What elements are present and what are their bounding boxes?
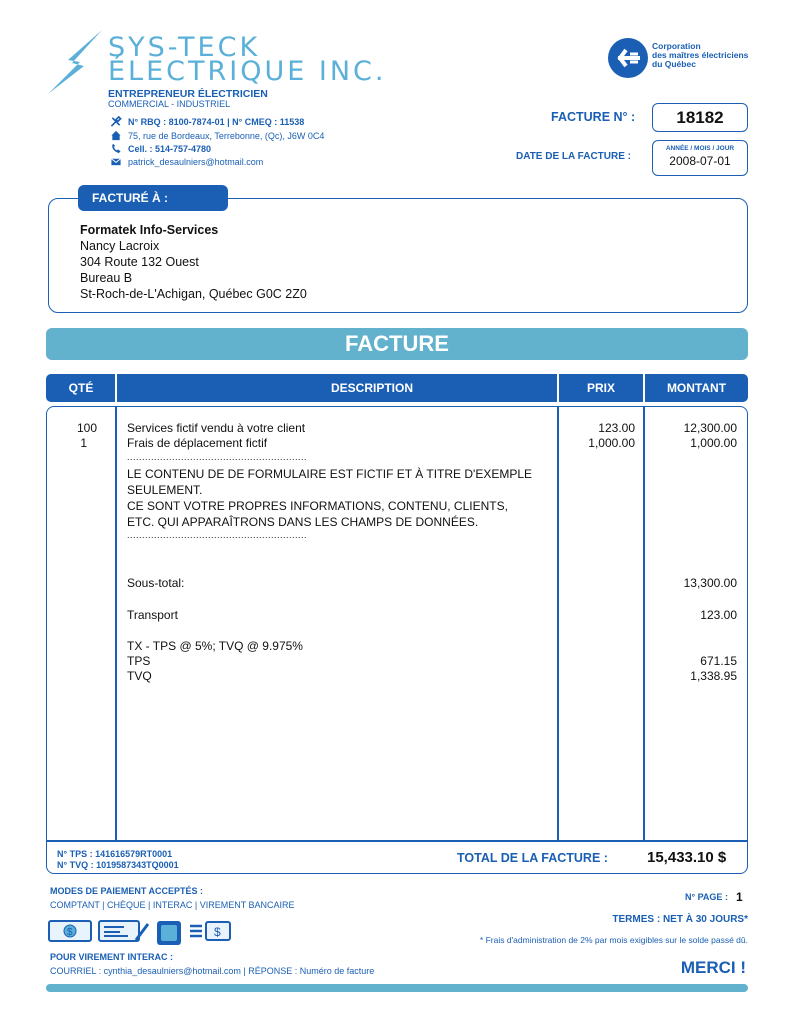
invoice-date: 2008-07-01 — [669, 154, 731, 168]
col-amount-header: MONTANT — [666, 381, 727, 395]
table-row-amount: 1,000.00 — [690, 436, 737, 450]
document-title: FACTURE — [46, 328, 748, 360]
tvq-label: TVQ — [127, 669, 152, 683]
tax-rate-label: TX - TPS @ 5%; TVQ @ 9.975% — [127, 639, 303, 653]
bottom-accent-bar — [46, 984, 748, 992]
company-sector: COMMERCIAL - INDUSTRIEL — [108, 99, 231, 109]
company-name: SYS-TECK ÉLECTRIQUE INC. — [108, 32, 387, 87]
client-line: St-Roch-de-L'Achigan, Québec G0C 2Z0 — [80, 287, 307, 301]
table-row-description: Services fictif vendu à votre client — [127, 421, 306, 435]
total-value: 15,433.10 $ — [647, 849, 727, 866]
col-description-header: DESCRIPTION — [330, 381, 413, 395]
home-icon — [110, 130, 122, 141]
cheque-icon — [98, 920, 150, 942]
cell-row: Cell. : 514-757-4780 — [110, 143, 211, 154]
tps-number: N° TPS : 141616579RT0001 — [57, 849, 173, 859]
transport-value: 123.00 — [700, 608, 737, 622]
page-number: 1 — [736, 890, 743, 904]
note-line: LE CONTENU DE DE FORMULAIRE EST FICTIF ET À TITRE D'EXEMPLE — [127, 467, 533, 481]
table-header — [46, 374, 748, 402]
client-name: Formatek Info-Services — [80, 223, 219, 237]
tps-label: TPS — [127, 654, 151, 668]
transport-label: Transport — [127, 608, 178, 622]
tools-icon — [110, 116, 122, 127]
envelope-icon — [110, 156, 122, 167]
cmeq-logo-icon — [606, 36, 650, 80]
client-line: 304 Route 132 Ouest — [80, 255, 199, 269]
svg-text:$: $ — [214, 925, 221, 939]
client-line: Nancy Lacroix — [80, 239, 160, 253]
lightning-bolt-icon — [44, 30, 106, 96]
company-tagline: ENTREPRENEUR ÉLECTRICIEN — [108, 88, 268, 100]
bank-transfer-icon — [188, 920, 232, 942]
date-format-hint: ANNÉE / MOIS / JOUR — [665, 145, 735, 152]
table-row-amount: 12,300.00 — [683, 421, 737, 435]
licence-row: N° RBQ : 8100-7874-01 | N° CMEQ : 11538 — [110, 116, 304, 127]
column-divider — [643, 407, 645, 841]
interac-info: COURRIEL : cynthia_desaulniers@hotmail.com | RÉPONSE : Numéro de facture — [50, 966, 375, 976]
billed-to-tab: FACTURÉ À : — [78, 185, 228, 211]
table-row-qty: 100 — [76, 421, 97, 435]
interac-label: POUR VIREMENT INTERAC : — [50, 952, 174, 962]
phone-icon — [110, 143, 122, 154]
col-qty-header: QTÉ — [68, 381, 94, 395]
note-line: ETC. QUI APPARAÎTRONS DANS LES CHAMPS DE DONNÉES. — [127, 515, 479, 529]
invoice-date-label: DATE DE LA FACTURE : — [516, 151, 631, 162]
note-line: CE SONT VOTRE PROPRES INFORMATIONS, CONTENU, CLIENTS, — [127, 499, 508, 513]
table-row-price: 1,000.00 — [588, 436, 635, 450]
total-label: TOTAL DE LA FACTURE : — [457, 851, 608, 865]
invoice-date-box — [652, 140, 748, 176]
column-divider — [557, 407, 559, 841]
note-line: ............................................................ — [127, 452, 308, 462]
tvq-value: 1,338.95 — [690, 669, 737, 683]
billed-to-address — [80, 222, 307, 302]
table-row-description: Frais de déplacement fictif — [127, 436, 268, 450]
table-row-qty: 1 — [80, 436, 87, 450]
cash-icon — [48, 920, 92, 942]
thanks: MERCI ! — [680, 958, 746, 977]
payment-icons — [48, 920, 232, 946]
payment-terms: TERMES : NET À 30 JOURS* — [612, 914, 748, 925]
cmeq-name: Corporation des maîtres électriciens du Québec — [652, 41, 749, 69]
terms-note: * Frais d'administration de 2% par mois exigibles sur le solde passé dû. — [479, 935, 748, 945]
table-footer — [46, 840, 748, 874]
address-row: 75, rue de Bordeaux, Terrebonne, (Qc), J6W 0C4 — [110, 130, 324, 141]
payment-methods: COMPTANT | CHÈQUE | INTERAC | VIREMENT BANCAIRE — [50, 900, 295, 910]
invoice-number: 18182 — [652, 103, 748, 132]
table-body — [46, 406, 748, 842]
column-divider — [115, 407, 117, 841]
invoice-number-label: FACTURE N° : — [551, 110, 636, 124]
subtotal-value: 13,300.00 — [683, 576, 737, 590]
table-row-price: 123.00 — [598, 421, 635, 435]
col-price-header: PRIX — [586, 381, 615, 395]
svg-text:$: $ — [67, 927, 73, 938]
page-label: N° PAGE : — [685, 892, 728, 902]
email-row: patrick_desaulniers@hotmail.com — [110, 156, 263, 167]
tps-value: 671.15 — [700, 654, 737, 668]
client-line: Bureau B — [80, 271, 133, 285]
interac-icon — [156, 920, 182, 946]
subtotal-label: Sous-total: — [127, 576, 185, 590]
note-line: ............................................................ — [127, 530, 308, 540]
note-line: SEULEMENT. — [127, 483, 203, 497]
tvq-number: N° TVQ : 1019587343TQ0001 — [57, 860, 179, 870]
payment-methods-label: MODES DE PAIEMENT ACCEPTÉS : — [50, 886, 204, 896]
